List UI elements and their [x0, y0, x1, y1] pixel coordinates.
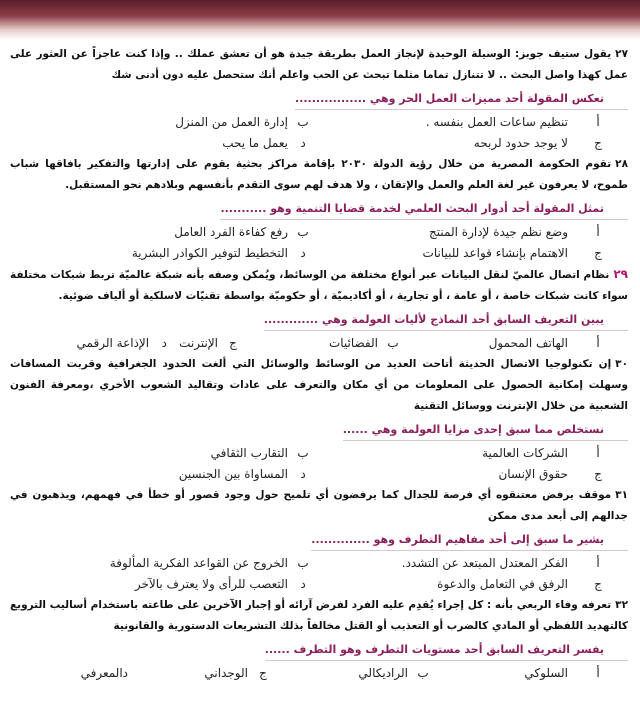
question-stem: [10, 264, 628, 307]
option-label: أ: [596, 446, 600, 460]
option-text[interactable]: الإنترنت: [179, 336, 218, 350]
option-label: أ: [596, 556, 600, 570]
question-stem: [10, 354, 628, 417]
question-prompt: يشير ما سبق إلى أحد مفاهيم التطرف وهو ..............: [311, 530, 628, 551]
question-text: تقوم الحكومة المصرية من خلال رؤية الدولة ٢٠٣٠ بإقامة مراكز بحثية يقوم على إدارتها والتفكير بافاقها شباب طموح، لا يعرفون غير لغة العلم والعمل والإتقان ، ولا هدف لهم سوى التقدم بأنفسهم وبلادهم نحو المستقبل.: [10, 158, 628, 191]
question-number: ٣١: [615, 489, 628, 501]
option-text[interactable]: التعصب للرأى ولا يعترف بالآخر: [134, 577, 288, 591]
option-text[interactable]: الاهتمام بإنشاء قواعد للبيانات: [422, 246, 568, 260]
question-stem: [10, 485, 628, 527]
option-label: ب: [297, 225, 309, 239]
options-row: [10, 333, 628, 354]
option-text[interactable]: السلوكي: [524, 666, 568, 680]
option-label: د: [300, 577, 306, 591]
option-label: ج: [594, 246, 602, 260]
question-prompt: يفسر التعريف السابق أحد مستويات التطرف وهو التطرف ......: [265, 640, 628, 661]
option-text[interactable]: الوجداني: [204, 666, 248, 680]
exam-content: [10, 44, 628, 684]
option-label: ب: [297, 115, 309, 129]
option-text[interactable]: الشركات العالمية: [482, 446, 568, 460]
option-text[interactable]: يعمل ما يحب: [222, 136, 288, 150]
option-label: أ: [596, 115, 600, 129]
option-text[interactable]: إدارة العمل من المنزل: [175, 115, 288, 129]
question-text: تعرفه وفاء الربعي بأنه : كل إجراء يُقدِم عليه الفرد لفرض آرائه أو إجبار الآخرين على طاعته باستخدام أساليب الترويع كالتهديد اللفظي أو المادي كالضرب أو التعذيب أو القتل مخالفاً بذلك التشريعات الدستورية والقانونية: [10, 599, 628, 632]
question-number: ٢٩: [613, 267, 628, 281]
question-text: نظام اتصال عالميّ لنقل البيانات عبر أنواع مختلفة من الوسائط، ويُمكن وصفه بأنه شبكة عالميّة تربط شبكات مختلفة سواء كانت شبكات خاصة ، أو عامة ، أو تجارية ، أو أكاديميّة ، أو حكوميّة بواسطة تقنيّات لاسلكية أو ألياف ضوئية.: [10, 269, 628, 302]
question-text: إن تكنولوجيا الاتصال الحديثة أتاحت العديد من الوسائط والوسائل التي ألغت الحدود الجغرافية وقربت المسافات وسهلت إمكانية الحصول على المعلومات من أي مكان والتعرف على عادات وتقاليد الشعوب الأخري ،ومعرفة الفنون الشعبية من خلال الإنترنت ووسائل التقنية: [10, 358, 628, 412]
option-text[interactable]: دالمعرفي: [80, 666, 128, 680]
options-grid: [10, 553, 628, 595]
question-stem: [10, 44, 628, 86]
question-30: [10, 354, 628, 485]
question-28: [10, 154, 628, 264]
option-text[interactable]: التقارب الثقافي: [210, 446, 288, 460]
option-text[interactable]: المساواة بين الجنسين: [178, 467, 288, 481]
option-text[interactable]: الفكر المعتدل المبتعد عن التشدد.: [401, 556, 568, 570]
option-text[interactable]: لا يوجد حدود لربحه: [473, 136, 568, 150]
option-text[interactable]: الهاتف المحمول: [488, 336, 568, 350]
question-number: ٢٨: [615, 158, 628, 170]
question-prompt: يبين التعريف السابق أحد النماذج لأليات العولمة وهي .............: [264, 310, 628, 331]
question-prompt: نستخلص مما سبق إحدى مزايا العولمة وهي ......: [343, 420, 628, 441]
option-text[interactable]: الخروج عن القواعد الفكرية المألوفة: [109, 556, 288, 570]
option-label: ب: [297, 446, 309, 460]
option-label: د: [300, 467, 306, 481]
question-text: يقول ستيف جوبز: الوسيلة الوحيدة لإنجاز العمل بطريقة جيدة هو أن تعشق عملك .. وإذا كنت عاجزاً عن العثور على عمل كهذا واصل البحث .. لا تتنازل تماما مثلما تبحث عن الحب واعلم أنك ستحصل عليه دون أدنى شك: [10, 48, 628, 81]
option-label: أ: [596, 666, 600, 680]
options-grid: [10, 443, 628, 485]
question-stem: [10, 154, 628, 196]
question-32: [10, 595, 628, 684]
option-label: ب: [297, 556, 309, 570]
question-number: ٢٧: [615, 48, 628, 60]
options-row: [10, 663, 628, 684]
option-label: أ: [596, 225, 600, 239]
option-label: ب: [417, 666, 429, 680]
decorative-header-band: [0, 0, 640, 40]
question-27: [10, 44, 628, 154]
option-text[interactable]: رفع كفاءة الفرد العامل: [174, 225, 288, 239]
question-prompt: تمثل المقولة أحد أدوار البحث العلمي لخدمة قضايا التنمية وهو ...........: [220, 199, 628, 220]
option-label: د: [161, 336, 167, 350]
option-label: ج: [229, 336, 237, 350]
options-grid: [10, 112, 628, 154]
option-text[interactable]: الرفق في التعامل والدعوة: [437, 577, 568, 591]
question-number: ٣٠: [615, 358, 628, 370]
option-label: د: [300, 246, 306, 260]
option-label: ج: [594, 577, 602, 591]
option-label: أ: [596, 336, 600, 350]
option-label: ج: [594, 136, 602, 150]
option-text[interactable]: الإذاعة الرقمي: [76, 336, 150, 350]
question-number: ٣٢: [615, 599, 628, 611]
question-31: [10, 485, 628, 595]
question-stem: [10, 595, 628, 637]
option-label: ج: [594, 467, 602, 481]
question-text: موقف يرفض معتنقوه أي فرصة للجدال كما يرفضون أي تلميح حول وجود قصور أو خطأ في فهمهم، ويذهبون في جدالهم إلى أبعد مدى ممكن: [10, 489, 628, 522]
option-text[interactable]: الفضائيات: [328, 336, 378, 350]
options-grid: [10, 222, 628, 264]
option-label: د: [300, 136, 306, 150]
option-text[interactable]: تنظيم ساعات العمل بنفسه .: [425, 115, 568, 129]
question-prompt: تعكس المقولة أحد مميزات العمل الحر وهي .................: [295, 89, 628, 110]
question-29: [10, 264, 628, 354]
option-label: ب: [387, 336, 399, 350]
option-text[interactable]: الراديكالي: [358, 666, 408, 680]
option-text[interactable]: حقوق الإنسان: [498, 467, 568, 481]
option-text[interactable]: وضع نظم جيدة لإدارة المنتج: [429, 225, 568, 239]
option-label: ج: [259, 666, 267, 680]
option-text[interactable]: التخطيط لتوفير الكوادر البشرية: [131, 246, 288, 260]
